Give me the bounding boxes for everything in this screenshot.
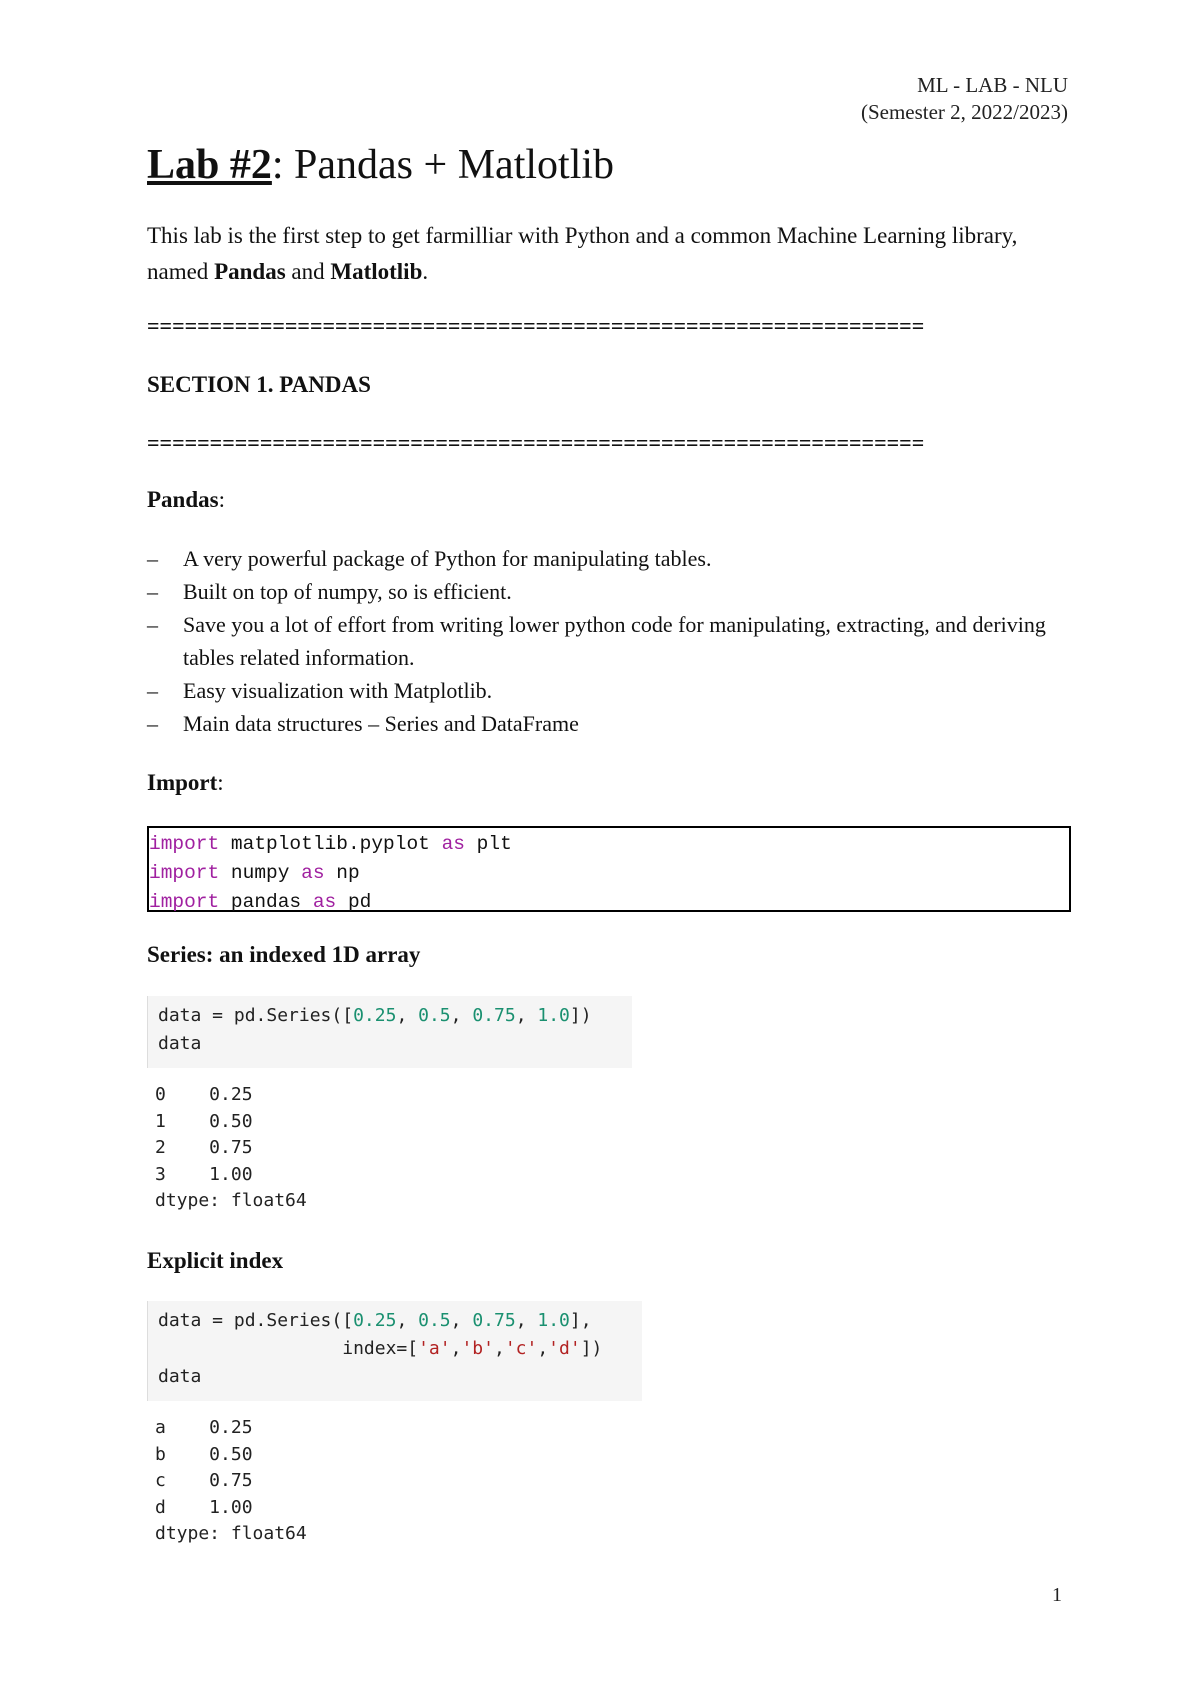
- keyword-as: as: [301, 862, 325, 884]
- bullet-text: Save you a lot of effort from writing lower python code for manipulating, extracting, and deriving tables related information.: [183, 612, 1046, 670]
- code-line: [158, 1307, 632, 1335]
- list-item: [147, 608, 1062, 674]
- code-line: [149, 888, 1069, 917]
- bullet-dash: –: [147, 678, 158, 703]
- output-line: dtype: float64: [155, 1190, 307, 1211]
- code-number: 0.25: [353, 1310, 397, 1331]
- intro-and: and: [285, 259, 331, 284]
- series-input-cell: [147, 996, 632, 1068]
- code-sep: ,: [450, 1338, 462, 1359]
- import-heading-colon: :: [217, 770, 224, 795]
- code-line: data: [158, 1366, 202, 1387]
- code-string: 'a': [418, 1338, 451, 1359]
- code-string: 'c': [504, 1338, 538, 1359]
- lab-topic: : Pandas + Matlotlib: [271, 142, 615, 188]
- series-heading: [147, 942, 420, 968]
- code-line: data: [158, 1033, 202, 1054]
- list-item: [147, 542, 1062, 575]
- explicit-index-heading: [147, 1248, 283, 1274]
- keyword-import: import: [149, 891, 220, 913]
- module-name: matplotlib.pyplot: [219, 833, 442, 855]
- output-line: 2 0.75: [155, 1137, 253, 1158]
- list-item: [147, 674, 1062, 707]
- code-text: data = pd.Series([: [158, 1310, 354, 1331]
- intro-period: .: [422, 259, 429, 284]
- explicit-heading-label: Explicit index: [147, 1248, 284, 1273]
- output-line: 0 0.25: [155, 1084, 253, 1105]
- explicit-output-cell: [155, 1415, 307, 1548]
- semester-label: (Semester 2, 2022/2023): [860, 100, 1068, 124]
- output-line: d 1.00: [155, 1496, 253, 1518]
- code-sep: ,: [537, 1338, 549, 1359]
- pandas-heading-label: Pandas: [147, 487, 219, 512]
- intro-text: This lab is the first step to get farmilliar with Python and a common Machine Learning library, named: [147, 223, 1018, 284]
- intro-matlotlib: Matlotlib: [330, 259, 423, 284]
- code-sep: ,: [396, 1310, 419, 1331]
- keyword-as: as: [441, 833, 465, 855]
- lab-number: Lab #2: [147, 142, 272, 188]
- pandas-heading: [147, 487, 225, 513]
- output-line: 3 1.00: [155, 1163, 253, 1185]
- code-sep: ,: [450, 1310, 473, 1331]
- code-line: [158, 1335, 632, 1363]
- module-alias: plt: [464, 833, 512, 855]
- course-name: ML - LAB - NLU: [917, 73, 1068, 97]
- keyword-as: as: [312, 891, 337, 913]
- import-code-block: [147, 826, 1071, 912]
- list-item: [147, 575, 1062, 608]
- code-number: 0.75: [472, 1005, 516, 1026]
- pandas-bullet-list: [147, 542, 1062, 740]
- intro-paragraph: [147, 218, 1047, 290]
- output-line: a 0.25: [155, 1417, 253, 1438]
- course-header: [861, 72, 1068, 126]
- bullet-dash: –: [147, 711, 158, 736]
- module-name: pandas: [219, 891, 313, 913]
- bullet-dash: –: [147, 612, 158, 637]
- output-line: b 0.50: [155, 1443, 253, 1465]
- code-sep: ,: [515, 1310, 538, 1331]
- separator-bottom: ==============================================================: [147, 430, 925, 455]
- code-sep: ,: [450, 1005, 473, 1026]
- bullet-text: Easy visualization with Matplotlib.: [183, 678, 493, 703]
- page-title: [147, 140, 614, 190]
- code-string: 'd': [548, 1338, 581, 1359]
- import-heading-label: Import: [147, 770, 218, 795]
- separator-top: ==============================================================: [147, 313, 925, 338]
- code-text: ]): [569, 1005, 592, 1026]
- explicit-input-cell: [147, 1301, 642, 1401]
- module-alias: np: [324, 862, 360, 884]
- pandas-heading-colon: :: [218, 487, 225, 512]
- code-number: 1.0: [537, 1005, 570, 1026]
- output-line: 1 0.50: [155, 1110, 253, 1132]
- code-line: [158, 1002, 622, 1030]
- code-text: index=[: [158, 1338, 419, 1359]
- code-number: 0.5: [418, 1310, 451, 1331]
- code-number: 1.0: [537, 1310, 570, 1331]
- keyword-import: import: [149, 862, 220, 884]
- series-heading-label: Series: an indexed 1D array: [147, 942, 421, 967]
- section-title: SECTION 1. PANDAS: [147, 372, 371, 397]
- bullet-dash: –: [147, 546, 158, 571]
- bullet-text: A very powerful package of Python for manipulating tables.: [183, 546, 712, 571]
- output-line: c 0.75: [155, 1470, 253, 1491]
- code-sep: ,: [493, 1338, 505, 1359]
- list-item: [147, 707, 1062, 740]
- code-line: [149, 859, 1069, 888]
- module-name: numpy: [219, 862, 302, 884]
- code-number: 0.75: [472, 1310, 516, 1331]
- code-string: 'b': [461, 1338, 494, 1359]
- code-sep: ,: [396, 1005, 419, 1026]
- code-number: 0.5: [418, 1005, 451, 1026]
- intro-pandas: Pandas: [214, 259, 286, 284]
- keyword-import: import: [149, 833, 220, 855]
- output-line: dtype: float64: [155, 1523, 307, 1544]
- code-sep: ,: [515, 1005, 538, 1026]
- module-alias: pd: [336, 891, 372, 913]
- code-text: ]): [580, 1338, 603, 1359]
- code-line: [149, 830, 1069, 859]
- bullet-dash: –: [147, 579, 158, 604]
- import-heading: [147, 770, 224, 796]
- series-output-cell: [155, 1082, 307, 1215]
- code-number: 0.25: [353, 1005, 397, 1026]
- code-text: data = pd.Series([: [158, 1005, 354, 1026]
- bullet-text: Built on top of numpy, so is efficient.: [183, 579, 512, 604]
- bullet-text: Main data structures – Series and DataFrame: [183, 711, 579, 736]
- page-number: 1: [1052, 1584, 1062, 1606]
- code-text: ],: [569, 1310, 592, 1331]
